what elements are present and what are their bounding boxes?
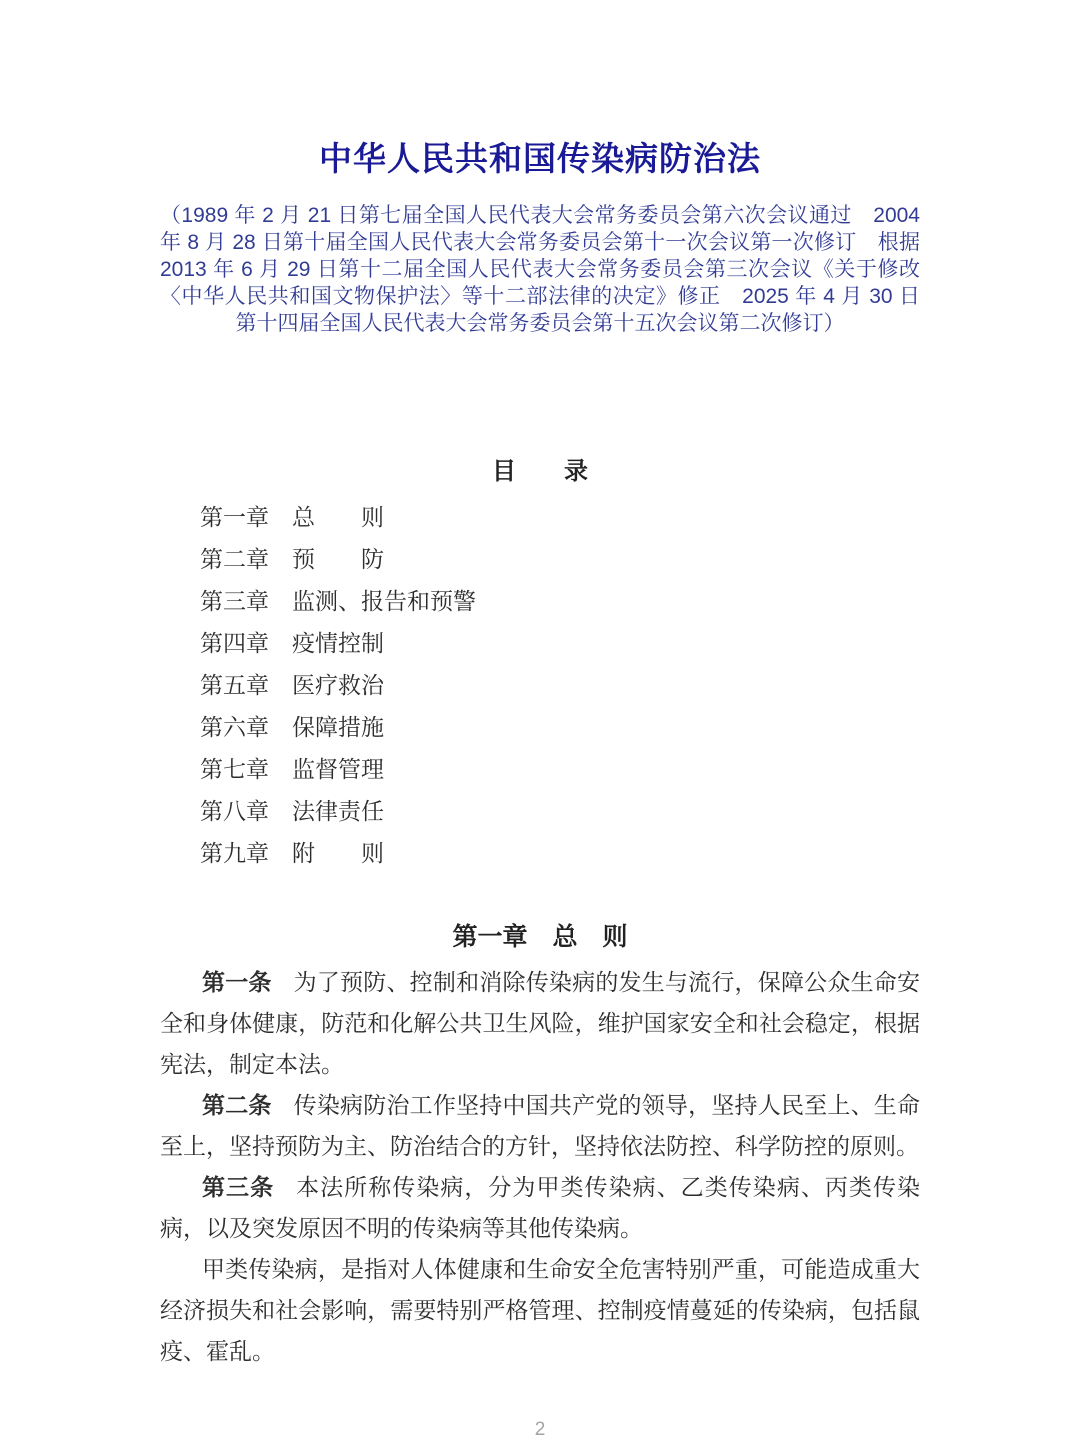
toc-chapter-title: 医疗救治: [292, 672, 384, 698]
article-number: 第一条: [202, 969, 272, 995]
article-paragraph: [160, 1249, 920, 1372]
page-title: 中华人民共和国传染病防治法: [319, 140, 761, 177]
toc-chapter-title: 预 防: [292, 546, 384, 572]
toc-item: [160, 580, 920, 622]
article-text: 为了预防、控制和消除传染病的发生与流行，保障公众生命安全和身体健康，防范和化解公共卫生风险，维护国家安全和社会稳定，根据宪法，制定本法。: [160, 969, 921, 1077]
toc-item: [160, 538, 920, 580]
article-paragraph: [160, 962, 920, 1085]
toc-chapter-title: 保障措施: [292, 714, 384, 740]
article-number: 第三条: [202, 1174, 275, 1200]
toc-chapter-title: 法律责任: [292, 798, 384, 824]
enactment-preamble: （1989 年 2 月 21 日第七届全国人民代表大会常务委员会第六次会议通过 2004 年 8 月 28 日第十届全国人民代表大会常务委员会第十一次会议第一次修订 根据 2013 年 6 月 29 日第十二届全国人民代表大会常务委员会第三次会议《关于修改〈中华人民共和国文物保护法〉等十二部法律的决定》修正 2025 年 4 月 30 日第十四届全国人民代表大会常务委员会第十五次会议第二次修订）: [160, 204, 920, 335]
article-text: 传染病防治工作坚持中国共产党的领导，坚持人民至上、生命至上，坚持预防为主、防治结合的方针，坚持依法防控、科学防控的原则。: [160, 1092, 921, 1159]
article-text: 甲类传染病，是指对人体健康和生命安全危害特别严重，可能造成重大经济损失和社会影响，需要特别严格管理、控制疫情蔓延的传染病，包括鼠疫、霍乱。: [160, 1256, 920, 1364]
toc-item: [160, 748, 920, 790]
article-number: 第二条: [202, 1092, 272, 1118]
article-paragraph: [160, 1167, 920, 1249]
toc-chapter-number: 第七章: [200, 756, 269, 782]
toc-heading: 目 录: [492, 458, 588, 485]
toc-chapter-title: 疫情控制: [292, 630, 384, 656]
toc-chapter-number: 第六章: [200, 714, 269, 740]
toc-item: [160, 790, 920, 832]
toc-chapter-number: 第一章: [200, 504, 269, 530]
article-text: 本法所称传染病，分为甲类传染病、乙类传染病、丙类传染病，以及突发原因不明的传染病等其他传染病。: [160, 1174, 921, 1241]
toc-chapter-number: 第四章: [200, 630, 269, 656]
article-paragraph: [160, 1085, 920, 1167]
toc-chapter-title: 附 则: [292, 840, 384, 866]
toc-chapter-number: 第五章: [200, 672, 269, 698]
toc-item: [160, 664, 920, 706]
page-content: [160, 0, 920, 1372]
toc-chapter-number: 第二章: [200, 546, 269, 572]
toc-chapter-number: 第九章: [200, 840, 269, 866]
toc-chapter-number: 第三章: [200, 588, 269, 614]
toc-chapter-number: 第八章: [200, 798, 269, 824]
toc-item: [160, 706, 920, 748]
toc-item: [160, 622, 920, 664]
toc-chapter-title: 总 则: [292, 504, 384, 530]
toc-item: [160, 496, 920, 538]
chapter-body: [160, 962, 920, 1372]
chapter-heading: 第一章 总 则: [452, 923, 628, 951]
table-of-contents: [160, 496, 920, 874]
page-number: 2: [534, 1419, 546, 1440]
toc-chapter-title: 监督管理: [292, 756, 384, 782]
toc-chapter-title: 监测、报告和预警: [292, 588, 476, 614]
toc-item: [160, 832, 920, 874]
